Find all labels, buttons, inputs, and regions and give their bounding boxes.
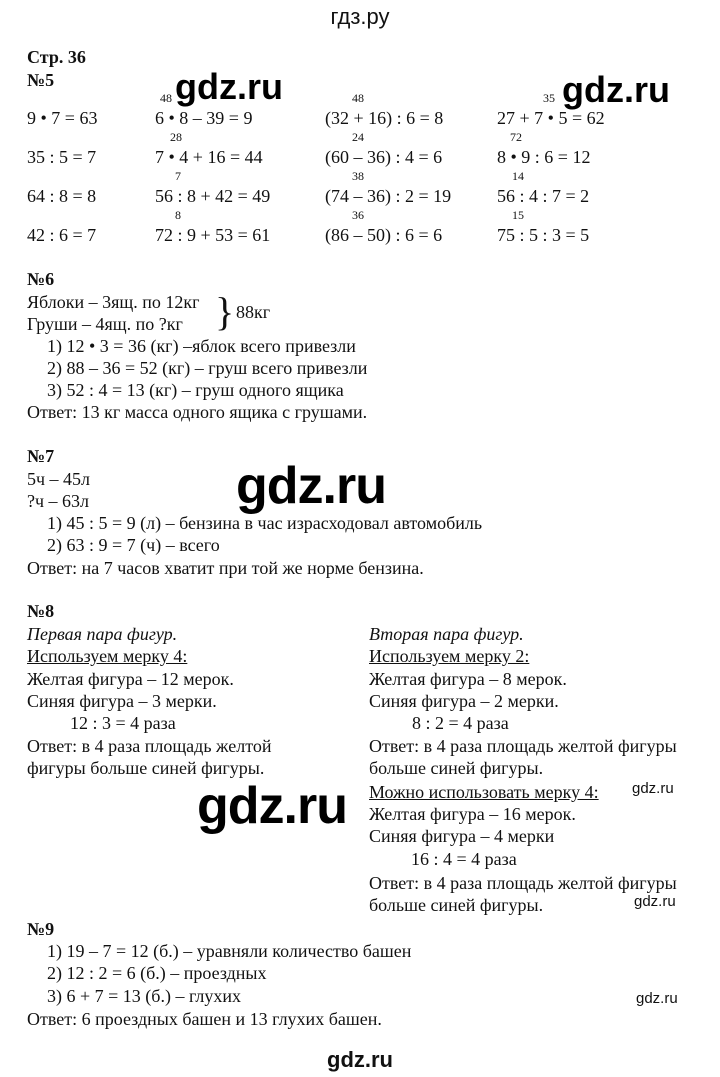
task5-expr: 8 • 9 : 6 = 12 xyxy=(497,147,591,167)
task8-right-measure: Используем мерку 2: xyxy=(369,646,530,666)
task8-left-answer: Ответ: в 4 раза площадь желтой xyxy=(27,736,272,756)
task5-note: 48 xyxy=(352,91,364,105)
task5-expr: 7 • 4 + 16 = 44 xyxy=(155,147,263,167)
task5-expr: 35 : 5 = 7 xyxy=(27,147,97,167)
task8-left-blue: Синяя фигура – 3 мерки. xyxy=(27,691,217,711)
task8-right-blue: Синяя фигура – 2 мерки. xyxy=(369,691,559,711)
site-footer: gdz.ru xyxy=(327,1047,393,1072)
task5-note: 24 xyxy=(352,130,364,144)
task9-step: 3) 6 + 7 = 13 (б.) – глухих xyxy=(47,986,242,1006)
task5-title: №5 xyxy=(27,70,55,90)
task5-note: 36 xyxy=(352,208,364,222)
task8-right-answer-alt: больше синей фигуры. xyxy=(369,895,544,915)
task8-left-calc: 12 : 3 = 4 раза xyxy=(70,713,176,733)
task8-right-answer: Ответ: в 4 раза площадь желтой фигуры xyxy=(369,736,677,756)
task7-condition: 5ч – 45л xyxy=(27,469,91,489)
task5-note: 38 xyxy=(352,169,364,183)
task5-expr: 72 : 9 + 53 = 61 xyxy=(155,225,271,245)
task6-condition: Яблоки – 3ящ. по 12кг xyxy=(27,292,200,312)
task5-note: 8 xyxy=(175,208,181,222)
task7-answer: Ответ: на 7 часов хватит при той же норме бензина. xyxy=(27,558,424,578)
task9-step: 1) 19 – 7 = 12 (б.) – уравняли количество башен xyxy=(47,941,412,961)
task7-condition: ?ч – 63л xyxy=(27,491,90,511)
watermark: gdz.ru xyxy=(562,69,670,110)
task8-right-yellow: Желтая фигура – 8 мерок. xyxy=(369,669,567,689)
task7-step: 2) 63 : 9 = 7 (ч) – всего xyxy=(47,535,220,555)
task8-right-calc-alt: 16 : 4 = 4 раза xyxy=(411,849,517,869)
task5-note: 15 xyxy=(512,208,524,222)
watermark: gdz.ru xyxy=(236,457,386,515)
task6-total: 88кг xyxy=(236,302,271,322)
task5-expr: 56 : 4 : 7 = 2 xyxy=(497,186,590,206)
watermark-small: gdz.ru xyxy=(634,893,676,910)
watermark: gdz.ru xyxy=(175,66,283,107)
task5-note: 35 xyxy=(543,91,555,105)
task8-right-blue-alt: Синяя фигура – 4 мерки xyxy=(369,826,555,846)
task9-title: №9 xyxy=(27,919,55,939)
task5-expr: (74 – 36) : 2 = 19 xyxy=(325,186,452,206)
task8-left-measure: Используем мерку 4: xyxy=(27,646,188,666)
task5-expr: 6 • 8 – 39 = 9 xyxy=(155,108,253,128)
task5-expr: 9 • 7 = 63 xyxy=(27,108,98,128)
task7-step: 1) 45 : 5 = 9 (л) – бензина в час израсходовал автомобиль xyxy=(47,513,483,533)
task8-right-answer: больше синей фигуры. xyxy=(369,758,544,778)
task8-left-heading: Первая пара фигур. xyxy=(27,624,178,644)
task8-right-calc: 8 : 2 = 4 раза xyxy=(412,713,509,733)
task8-right-heading: Вторая пара фигур. xyxy=(369,624,524,644)
task5-note: 7 xyxy=(175,169,181,183)
task6-condition: Груши – 4ящ. по ?кг xyxy=(27,314,183,334)
task6-answer: Ответ: 13 кг масса одного ящика с грушами. xyxy=(27,402,368,422)
task5-note: 48 xyxy=(160,91,172,105)
task9-answer: Ответ: 6 проездных башен и 13 глухих башен. xyxy=(27,1009,382,1029)
task6-step: 3) 52 : 4 = 13 (кг) – груш одного ящика xyxy=(47,380,344,400)
page-label: Стр. 36 xyxy=(27,47,86,67)
task5-note: 72 xyxy=(510,130,522,144)
watermark-small: gdz.ru xyxy=(636,990,678,1007)
task5-expr: 75 : 5 : 3 = 5 xyxy=(497,225,590,245)
task5-expr: (86 – 50) : 6 = 6 xyxy=(325,225,443,245)
task8-left-yellow: Желтая фигура – 12 мерок. xyxy=(27,669,234,689)
task6-step: 1) 12 • 3 = 36 (кг) –яблок всего привезли xyxy=(47,336,356,356)
brace: } xyxy=(215,289,235,334)
task5-expr: (32 + 16) : 6 = 8 xyxy=(325,108,444,128)
task9-step: 2) 12 : 2 = 6 (б.) – проездных xyxy=(47,963,267,983)
task5-expr: 27 + 7 • 5 = 62 xyxy=(497,108,605,128)
task5-expr: 64 : 8 = 8 xyxy=(27,186,97,206)
task8-right-yellow-alt: Желтая фигура – 16 мерок. xyxy=(369,804,576,824)
task5-note: 14 xyxy=(512,169,524,183)
watermark: gdz.ru xyxy=(197,777,347,835)
task5-expr: (60 – 36) : 4 = 6 xyxy=(325,147,443,167)
task6-step: 2) 88 – 36 = 52 (кг) – груш всего привезли xyxy=(47,358,368,378)
task5-expr: 56 : 8 + 42 = 49 xyxy=(155,186,271,206)
task5-note: 28 xyxy=(170,130,182,144)
site-header: гдз.ру xyxy=(330,4,390,29)
task8-right-measure-alt: Можно использовать мерку 4: xyxy=(369,782,599,802)
task8-right-answer-alt: Ответ: в 4 раза площадь желтой фигуры xyxy=(369,873,677,893)
task6-title: №6 xyxy=(27,269,55,289)
task7-title: №7 xyxy=(27,446,55,466)
watermark-small: gdz.ru xyxy=(632,780,674,797)
task5-expr: 42 : 6 = 7 xyxy=(27,225,97,245)
task8-title: №8 xyxy=(27,601,55,621)
task8-left-answer: фигуры больше синей фигуры. xyxy=(27,758,265,778)
